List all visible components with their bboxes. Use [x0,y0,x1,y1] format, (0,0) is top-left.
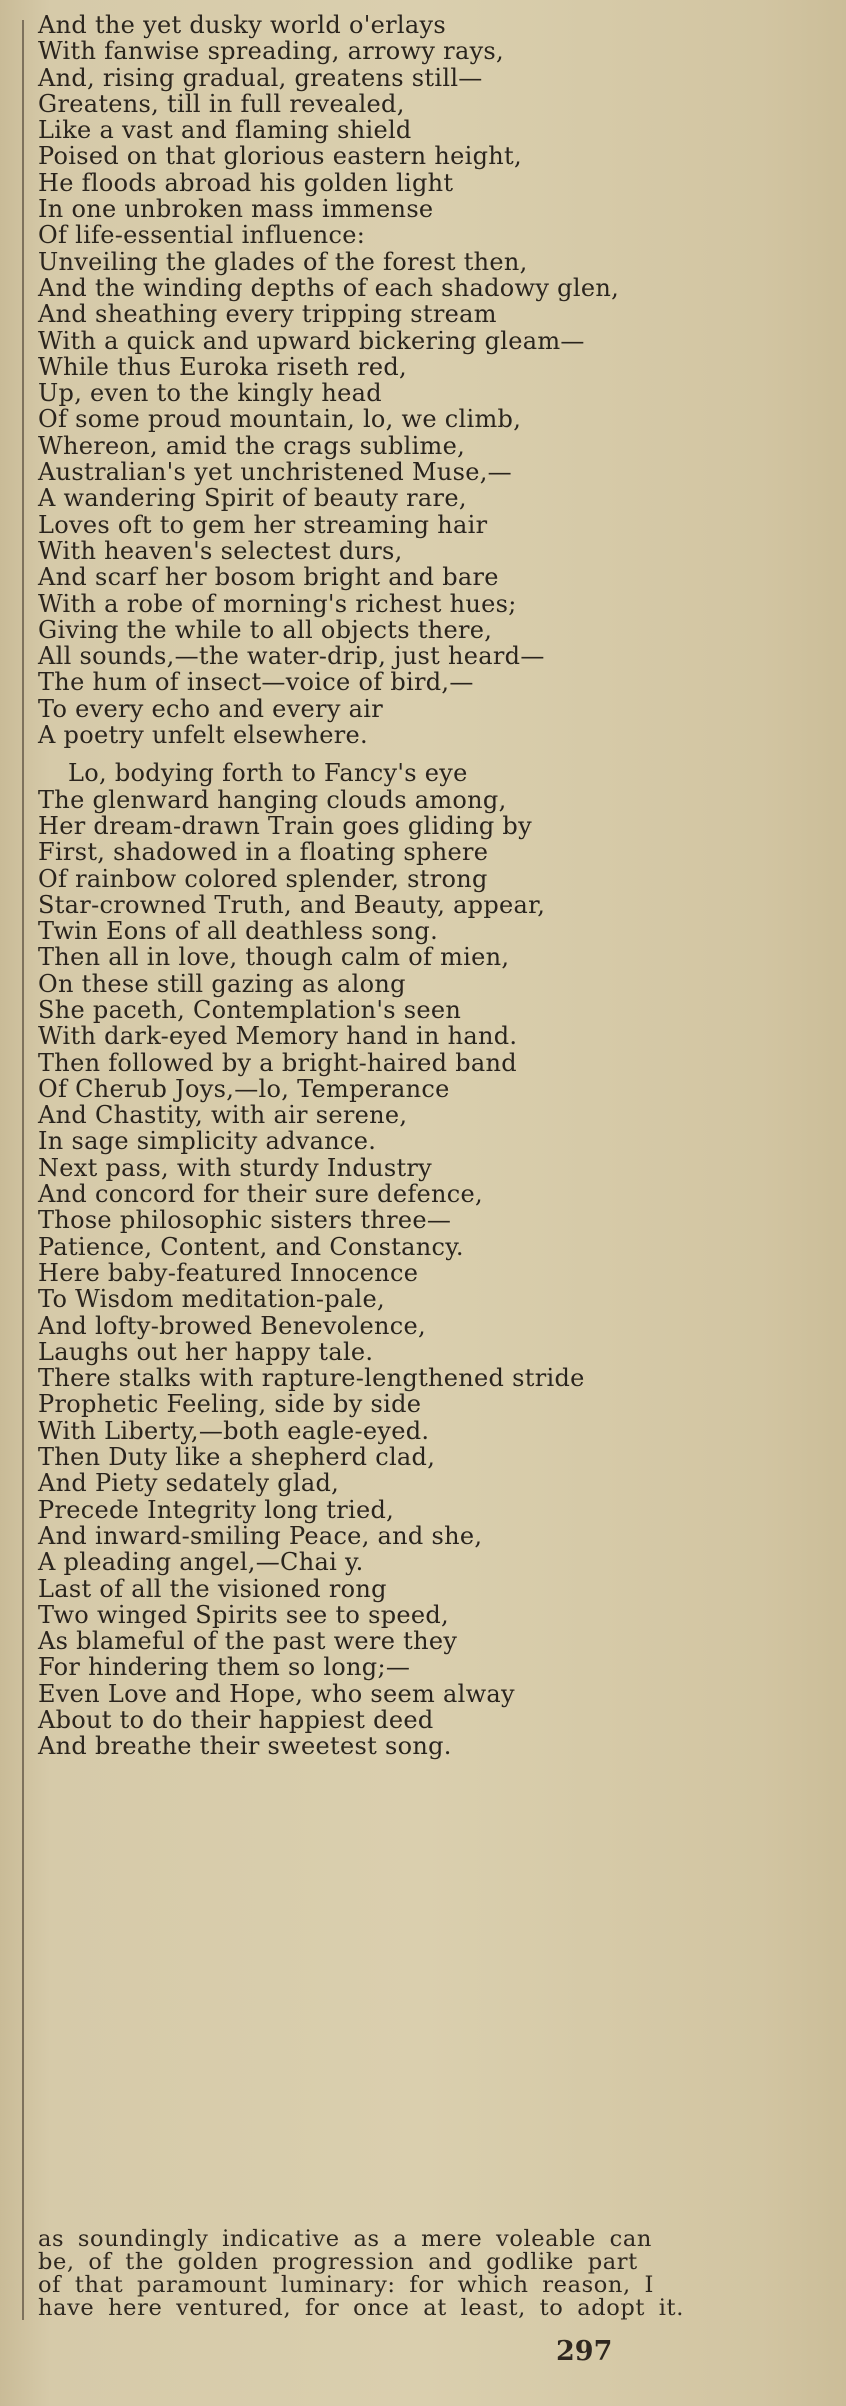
poem-line: Loves oft to gem her streaming hair [38,510,488,539]
poem-line: To every echo and every air [38,694,383,723]
poem-line: And inward-smiling Peace, and she, [38,1521,483,1550]
poem-line: Precede Integrity long tried, [38,1495,395,1524]
poem-line: The hum of insect—voice of bird,— [38,668,474,697]
poem-line: Of Cherub Joys,—lo, Temperance [38,1074,450,1103]
poem-line: A wandering Spirit of beauty rare, [38,484,467,513]
poem-line: All sounds,—the water-drip, just heard— [38,642,545,671]
poem-line: About to do their happiest deed [38,1706,434,1734]
poem-line: Greatens, till in full revealed, [38,89,405,118]
poem-line: Prophetic Feeling, side by side [38,1390,422,1419]
poem-line: Lo, bodying forth to Fancy's eye [68,759,468,788]
poem-line: And sheathing every tripping stream [38,300,497,329]
poem-line: Of some proud mountain, lo, we climb, [38,405,522,434]
poem-line: And breathe their sweetest song. [38,1732,452,1761]
footnote-line: as soundingly indicative as a mere voleable can [38,2226,652,2252]
poem-line: And Chastity, with air serene, [38,1101,408,1130]
poem-line: Poised on that glorious eastern height, [38,142,522,171]
poem-line: Patience, Content, and Constancy. [38,1232,464,1261]
poem-line: While thus Euroka riseth red, [38,352,407,381]
poem-line: And, rising gradual, greatens still— [38,63,483,92]
poem-line: Next pass, with sturdy Industry [38,1153,433,1182]
poem-line: Like a vast and flaming shield [38,116,412,145]
margin-rule [22,20,24,2320]
poem-line: In one unbroken mass immense [38,195,434,224]
poem-line: There stalks with rapture-lengthened stride [38,1364,585,1393]
poem-line: Of life-essential influence: [38,221,366,250]
poem-line: As blameful of the past were they [38,1627,458,1656]
poem-line: She paceth, Contemplation's seen [38,995,462,1024]
poem-line: The glenward hanging clouds among, [38,785,507,814]
poem-line: Then all in love, though calm of mien, [38,943,510,972]
poem-line: And concord for their sure defence, [38,1180,483,1209]
poem-line: Her dream-drawn Train goes gliding by [38,811,532,840]
poem-line: To Wisdom meditation-pale, [38,1285,385,1314]
poem-line: Star-crowned Truth, and Beauty, appear, [38,890,546,919]
poem-line: With a quick and upward bickering gleam— [38,326,585,355]
poem-line: With fanwise spreading, arrowy rays, [38,37,504,66]
poem-line: Laughs out her happy tale. [38,1337,374,1366]
poem-line: And lofty-browed Benevolence, [38,1311,426,1340]
poem-line: With heaven's selectest durs, [38,536,403,565]
poem-line: With dark-eyed Memory hand in hand. [38,1022,518,1051]
poem-line: First, shadowed in a floating sphere [38,838,489,867]
poem-line: Those philosophic sisters three— [38,1206,452,1235]
page-number: 297 [556,2336,613,2367]
poem-line: He floods abroad his golden light [38,168,454,197]
poem-line: Up, even to the kingly head [38,379,382,408]
footnote [38,2228,818,2320]
poem-line: For hindering them so long;— [38,1653,411,1682]
poem-line: A pleading angel,—Chai y. [38,1548,364,1577]
poem-line: Two winged Spirits see to speed, [38,1600,449,1629]
poem-line: Then Duty like a shepherd clad, [38,1443,436,1472]
footnote-line: of that paramount luminary: for which reason, I [38,2272,654,2298]
poem-line: Here baby-featured Innocence [38,1258,419,1287]
poem-line: And the winding depths of each shadowy glen, [38,273,620,302]
poem-line: Unveiling the glades of the forest then, [38,247,528,276]
poem-line: Of rainbow colored splender, strong [38,864,488,893]
poem-line: Twin Eons of all deathless song. [38,917,439,946]
poem-line: And the yet dusky world o'erlays [38,11,446,39]
footnote-line: be, of the golden progression and godlike part [38,2249,638,2275]
poem-line: Even Love and Hope, who seem alway [38,1679,515,1708]
poem-line: Australian's yet unchristened Muse,— [38,458,512,487]
poem-line: A poetry unfelt elsewhere. [38,721,368,750]
poem-line: And Piety sedately glad, [38,1469,340,1498]
poem-line: And scarf her bosom bright and bare [38,563,499,592]
footnote-line: have here ventured, for once at least, to adopt it. [38,2295,684,2321]
poem-line: Giving the while to all objects there, [38,615,493,644]
poem-line: In sage simplicity advance. [38,1127,377,1156]
poem-line: Then followed by a bright-haired band [38,1048,517,1077]
poem-line: Whereon, amid the crags sublime, [38,431,466,460]
poem-line: Last of all the visioned rong [38,1574,387,1603]
poem-line: With a robe of morning's richest hues; [38,589,517,618]
poem-line: On these still gazing as along [38,969,406,998]
poem [38,12,838,1760]
poem-line: With Liberty,—both eagle-eyed. [38,1416,430,1445]
